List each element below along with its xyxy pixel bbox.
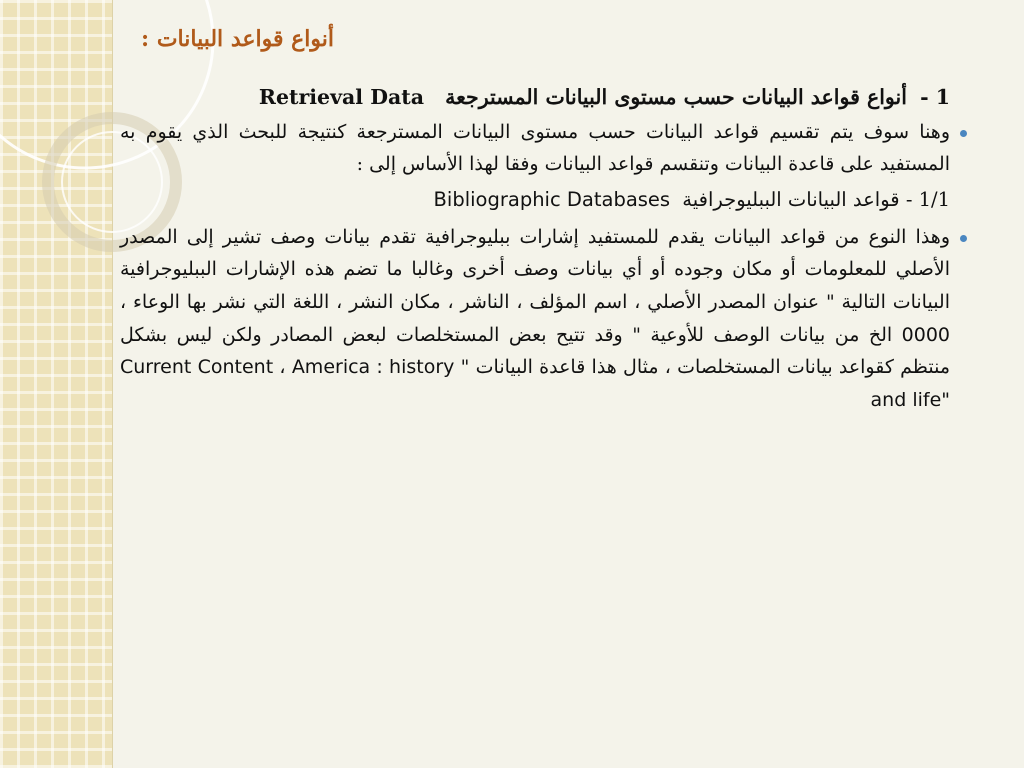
subheading-arabic: قواعد البيانات الببليوجرافية — [682, 188, 900, 212]
paragraph-bibliographic — [120, 221, 950, 417]
heading-arabic: أنواع قواعد البيانات حسب مستوى البيانات المسترجعة — [445, 85, 907, 109]
number-0000: 0000 — [901, 323, 950, 346]
paragraph-text-part2: الخ من بيانات الوصف للأوعية " وقد تتيح بعض المستخلصات لبعض المصادر ولكن ليس بشكل منتظم كقواعد بيانات المستخلصات ، مثال هذا قاعدة البيانات " — [120, 323, 951, 379]
subsection-heading — [120, 183, 950, 217]
section-heading — [120, 82, 950, 114]
slide-content — [120, 82, 950, 417]
subheading-number: 1/1 - — [905, 188, 950, 212]
paragraph-intro — [120, 116, 950, 181]
heading-number: 1 - — [920, 85, 950, 109]
example-current-content: Current Content — [120, 356, 274, 379]
paragraph-text-part1: وهذا النوع من قواعد البيانات يقدم للمستفيد إشارات ببليوجرافية تقدم بيانات وصف تشير إلى المصدر الأصلي للمعلومات أو مكان وجوده أو أي بيانات وصف أخرى وغالبا ما تضم هذه الإشارات الببليوجرافية البيانات التالية " عنوان المصدر الأصلي ، اسم المؤلف ، الناشر ، مكان النشر ، اللغة التي نشر بها الوعاء ، — [120, 225, 950, 313]
slide-title: أنواع قواعد البيانات : — [141, 26, 334, 52]
subheading-english: Bibliographic Databases — [433, 188, 671, 212]
paragraph-intro-text: وهنا سوف يتم تقسيم قواعد البيانات حسب مستوى البيانات المسترجعة كنتيجة للبحث الذي يقوم به المستفيد على قاعدة البيانات وتنقسم قواعد البيانات وفقا لهذا الأساس إلى : — [120, 120, 950, 176]
example-separator: ، — [279, 356, 286, 379]
example-america-history: America : history and life" — [291, 356, 950, 411]
heading-english: Retrieval Data — [258, 85, 425, 109]
bullet-icon — [960, 235, 967, 242]
bullet-icon — [960, 130, 967, 137]
